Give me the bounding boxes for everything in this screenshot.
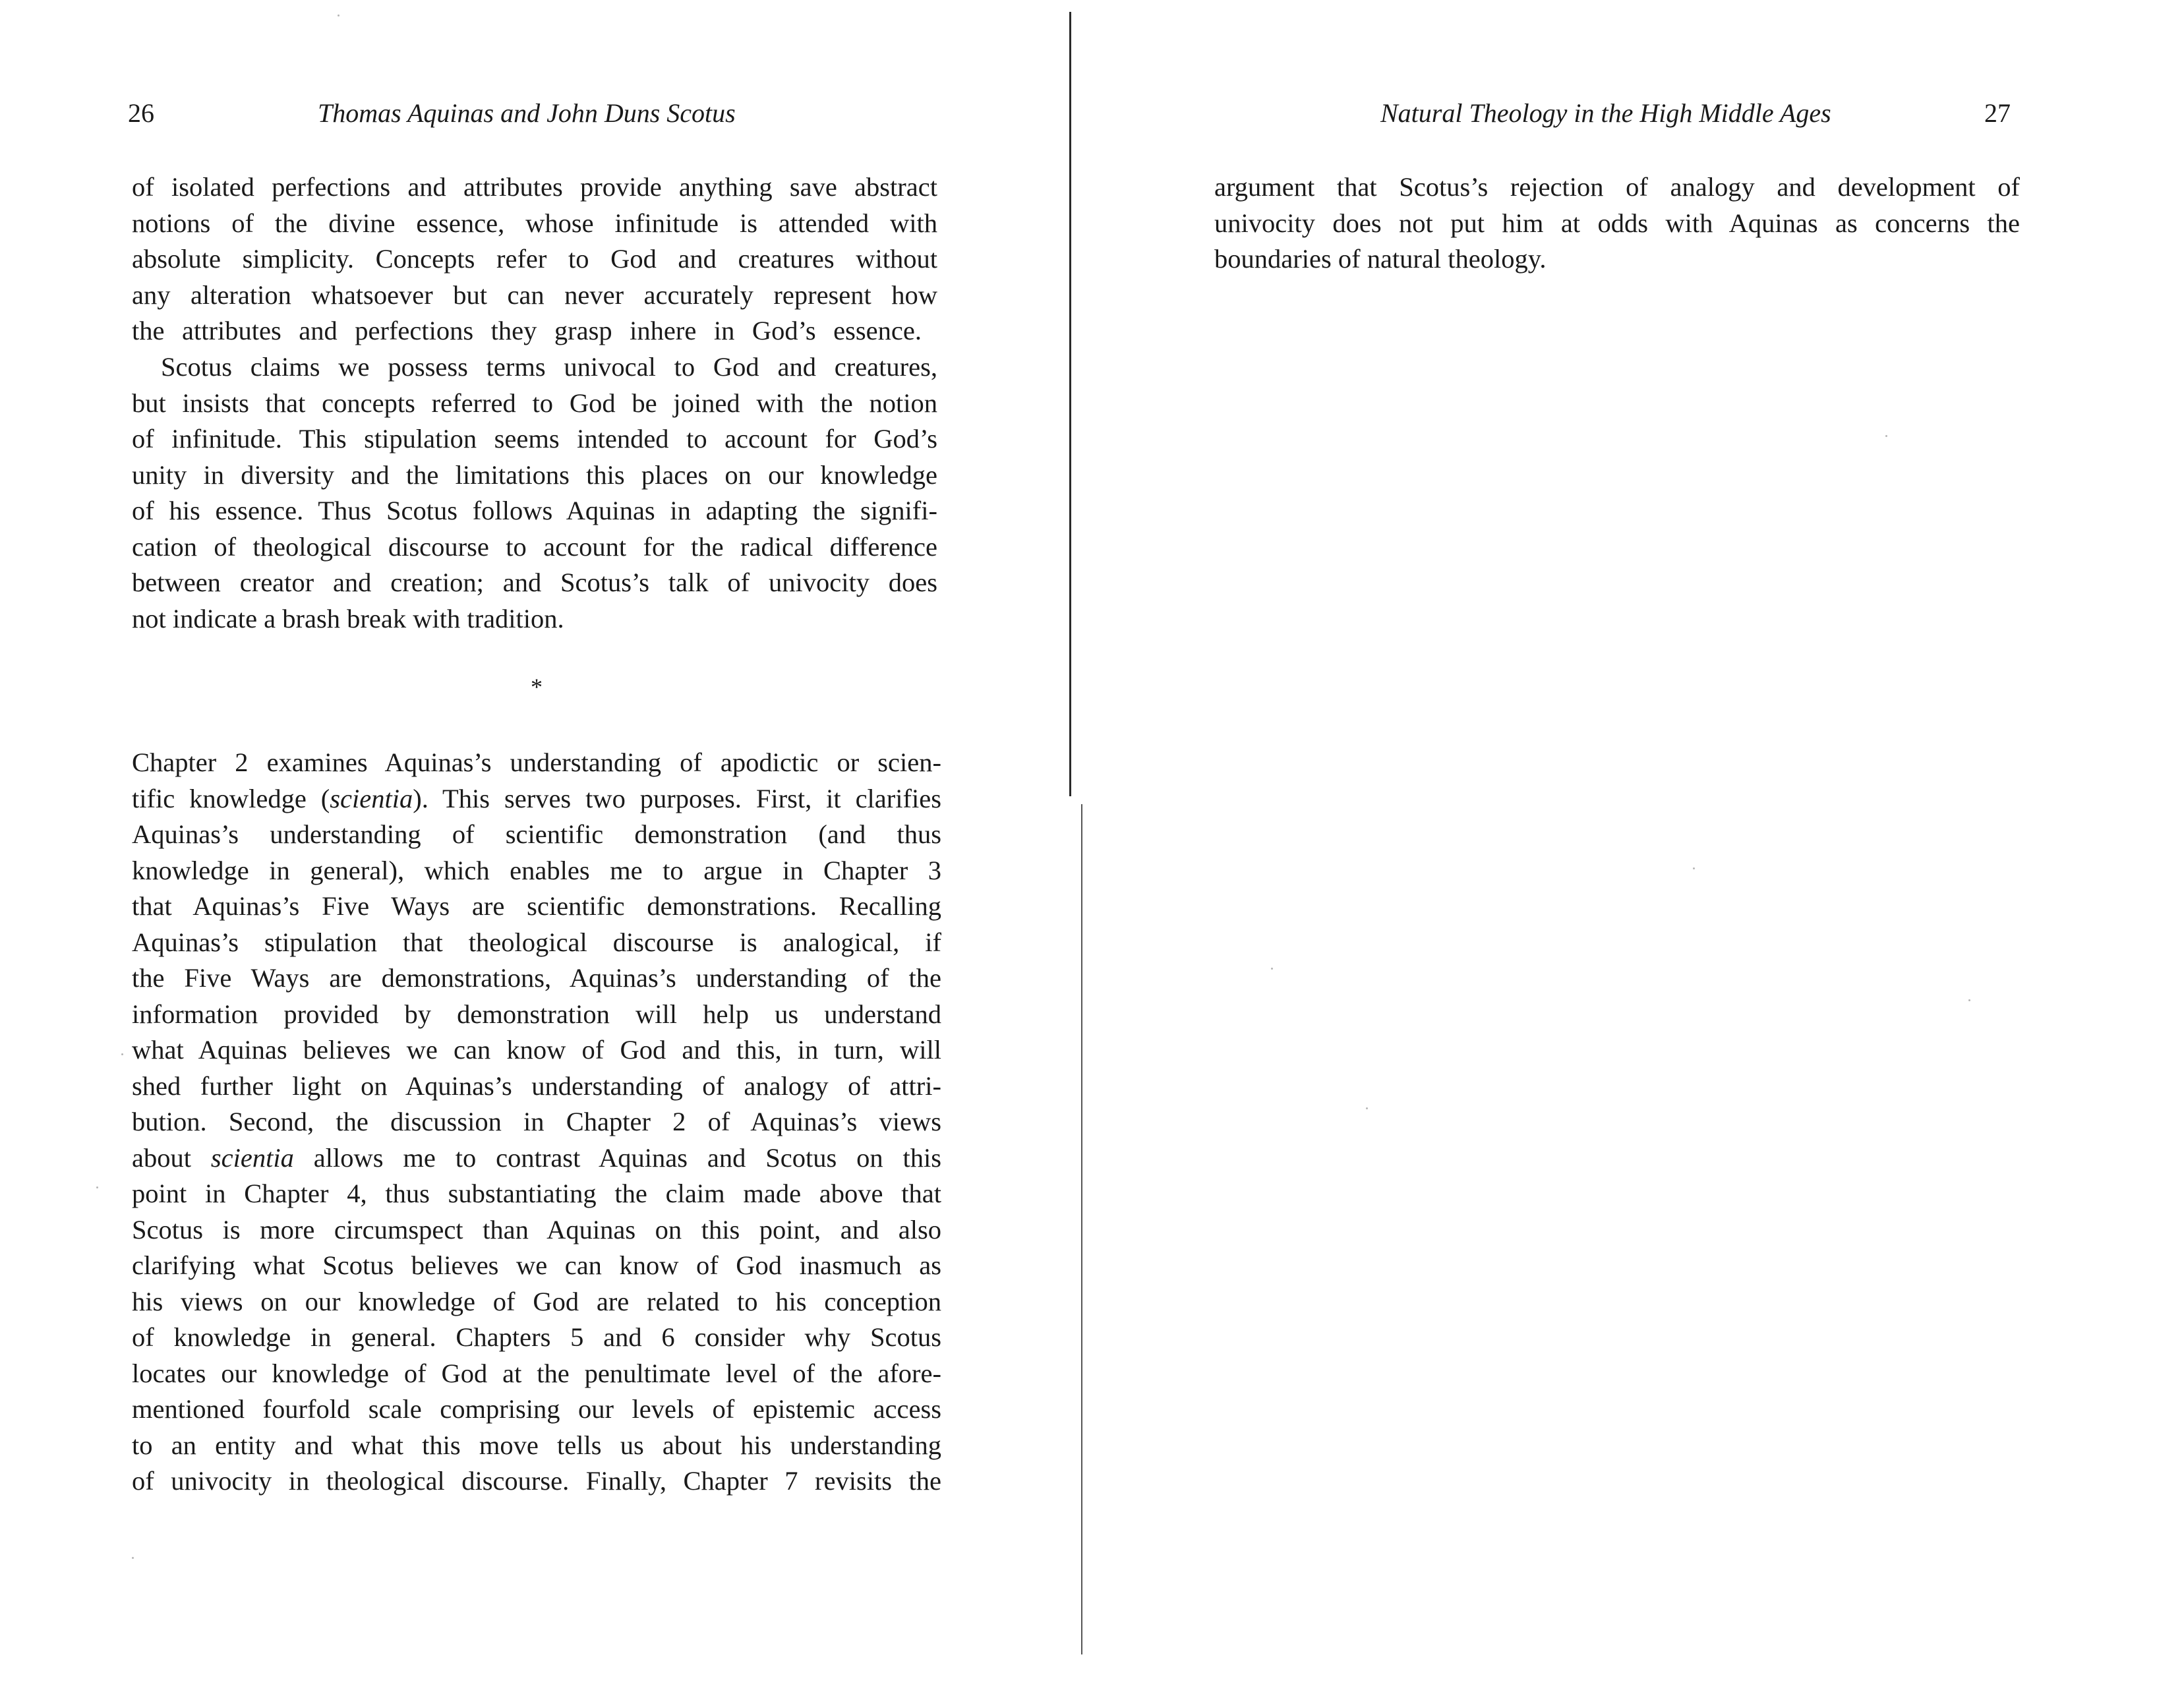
text-line: Scotus is more circumspect than Aquinas on this point, and also [132,1214,941,1244]
left-paragraph-3 [132,745,941,1500]
text-line: the attributes and perfections they grasp inhere in God’s essence. [132,316,922,345]
text-line: cation of theological discourse to account for the radical difference [132,531,937,562]
text-line: bution. Second, the discussion in Chapter 2 of Aquinas’s views [132,1107,941,1136]
text-line: shed further light on Aquinas’s understanding of analogy of attri- [132,1070,941,1101]
text-line: Scotus claims we possess terms univocal to God and creatures, [161,352,937,382]
text-line: univocity does not put him at odds with Aquinas as concerns the [1214,208,2020,238]
italic-term: scientia [330,783,413,813]
scan-speck [121,1053,123,1055]
scan-speck [1271,968,1273,970]
text-line: knowledge in general), which enables me to argue in Chapter 3 [132,855,941,885]
text-line: information provided by demonstration will help us understand [132,999,941,1029]
text-line: what Aquinas believes we can know of God and this, in turn, will [132,1035,941,1065]
italic-term: scientia [210,1142,294,1173]
text-line: about scientia allows me to contrast Aquinas and Scotus on this [132,1142,941,1173]
text-line: his views on our knowledge of God are related to his conception [132,1286,941,1316]
text-line: tific knowledge (scientia). This serves two purposes. First, it clarifies [132,783,941,813]
right-page-number: 27 [1984,98,2011,128]
text-line: absolute simplicity. Concepts refer to God and creatures without [132,244,937,274]
text-line: of infinitude. This stipulation seems intended to account for God’s [132,424,937,453]
scene-break-asterisk: * [531,674,543,700]
text-line: clarifying what Scotus believes we can know of God inasmuch as [132,1250,941,1280]
text-line: of isolated perfections and attributes provide anything save abstract [132,172,937,202]
text-line: between creator and creation; and Scotus’s talk of univocity does [132,568,937,597]
text-line: but insists that concepts referred to God be joined with the notion [132,388,937,418]
scan-speck [338,15,339,16]
binding-edge-line [1081,804,1082,1654]
text-line: any alteration whatsoever but can never accurately represent how [132,279,937,310]
text-line: of univocity in theological discourse. Finally, Chapter 7 revisits the [132,1466,941,1496]
text-line: that Aquinas’s Five Ways are scientific demonstrations. Recalling [132,891,941,921]
scan-speck [1968,999,1970,1001]
text-line: unity in diversity and the limitations this places on our knowledge [132,459,937,490]
scan-speck [96,1186,98,1188]
scan-speck [1366,1107,1368,1109]
text-line: mentioned fourfold scale comprising our levels of epistemic access [132,1394,941,1424]
text-line: Aquinas’s understanding of scientific demonstration (and thus [132,819,941,849]
text-line: locates our knowledge of God at the penultimate level of the afore- [132,1358,941,1388]
left-paragraph-2 [132,349,937,637]
left-paragraph-1 [132,169,937,349]
left-page [0,0,1068,1696]
scan-speck [132,1557,134,1559]
text-line: point in Chapter 4, thus substantiating the claim made above that [132,1179,941,1208]
scan-speck [1885,435,1887,437]
binding-edge-line [1069,12,1071,796]
left-page-number: 26 [128,98,154,128]
right-paragraph [1214,169,2020,278]
text-line: Aquinas’s stipulation that theological discourse is analogical, if [132,927,941,957]
text-line: to an entity and what this move tells us about his understanding [132,1430,941,1460]
text-line: not indicate a brash break with tradition. [132,603,564,633]
left-running-head: Thomas Aquinas and John Duns Scotus [318,98,736,128]
text-line: argument that Scotus’s rejection of analogy and development of [1214,172,2020,202]
text-line: Chapter 2 examines Aquinas’s understanding of apodictic or scien- [132,747,941,777]
text-line: notions of the divine essence, whose infinitude is attended with [132,208,937,238]
text-line: of knowledge in general. Chapters 5 and 6 consider why Scotus [132,1322,941,1352]
text-line: of his essence. Thus Scotus follows Aquinas in adapting the signifi- [132,496,937,525]
right-page [1094,0,2184,1696]
text-line: the Five Ways are demonstrations, Aquinas’s understanding of the [132,963,941,993]
right-running-head: Natural Theology in the High Middle Ages [1380,98,1831,128]
text-line: boundaries of natural theology. [1214,244,1547,274]
scan-speck [1693,867,1695,869]
